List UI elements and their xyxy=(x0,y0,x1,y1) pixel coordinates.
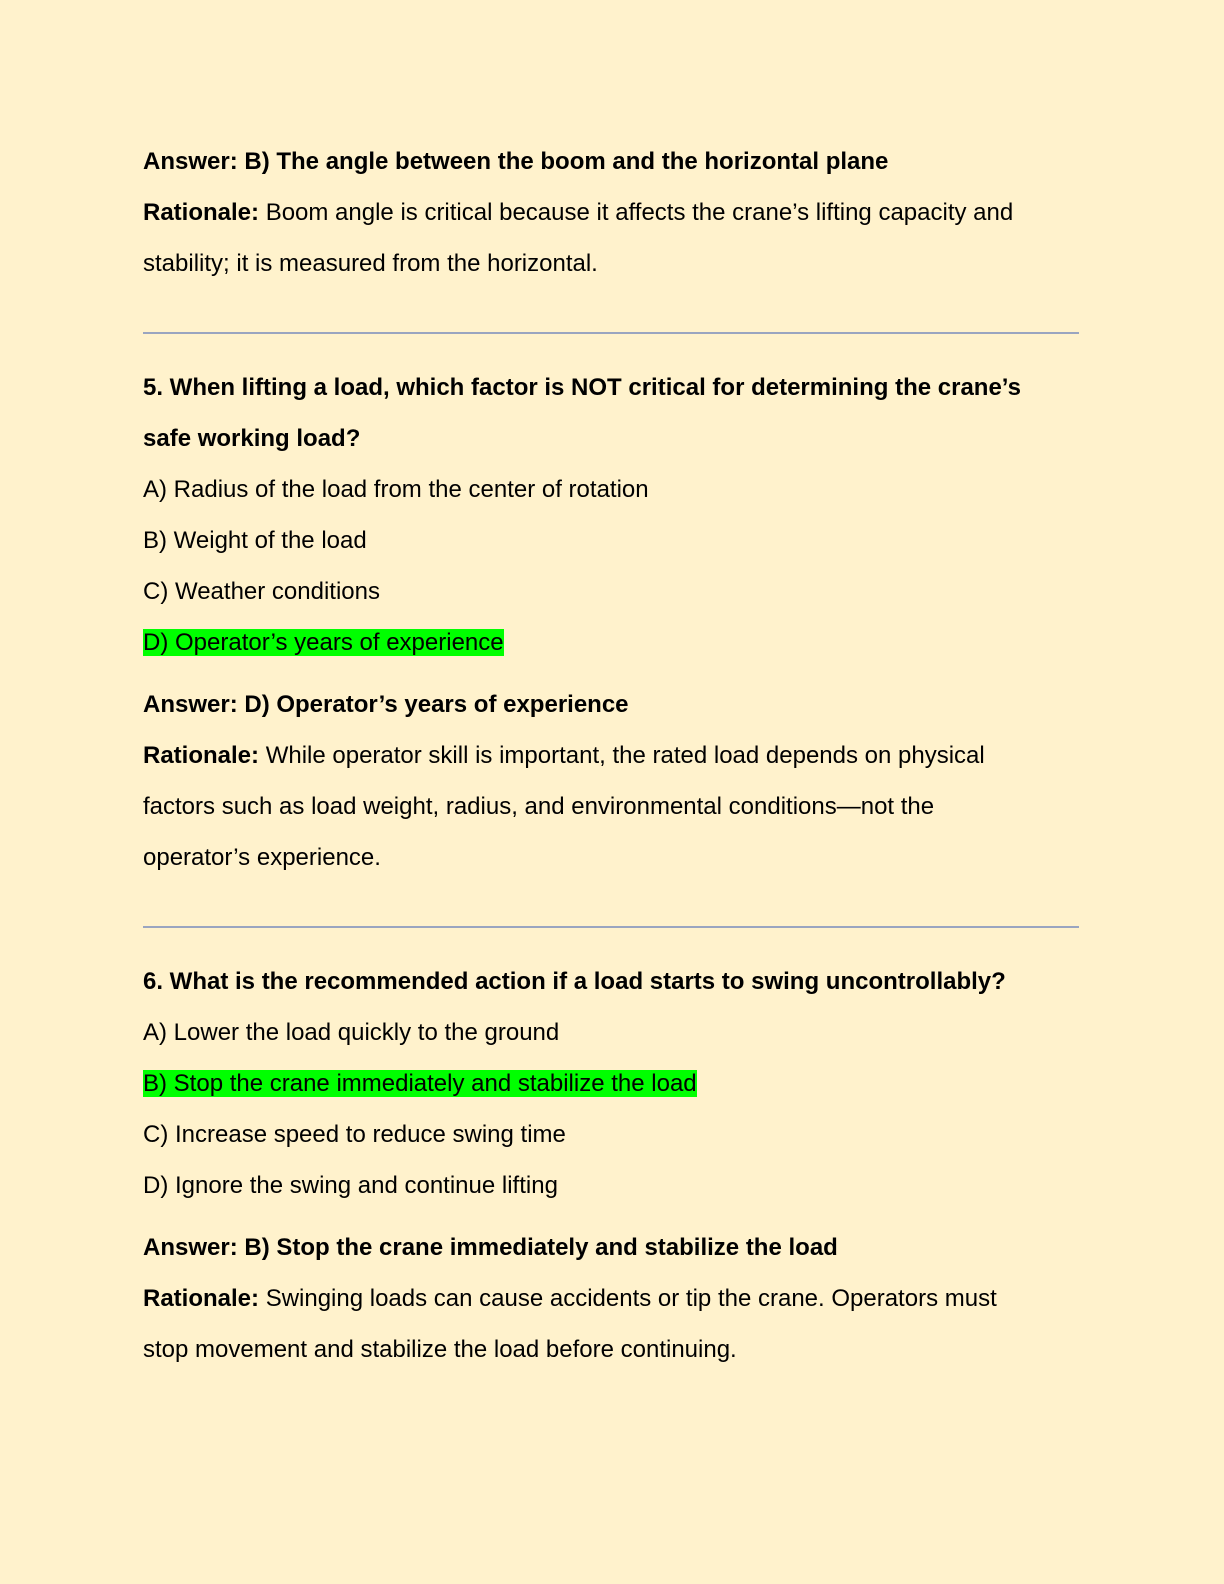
q5-question-line-1: 5. When lifting a load, which factor is NOT critical for determining the crane’s xyxy=(143,374,1021,401)
q5-option-c: C) Weather conditions xyxy=(143,578,380,605)
q5-correct-option-highlight: D) Operator’s years of experience xyxy=(143,629,504,656)
q6-option-b xyxy=(143,1058,1081,1109)
q5-question-line-2: safe working load? xyxy=(143,425,361,452)
q4-answer: Answer: B) The angle between the boom and the horizontal plane xyxy=(143,148,889,175)
q6-answer: Answer: B) Stop the crane immediately and stabilize the load xyxy=(143,1234,838,1261)
q6-correct-option-highlight: B) Stop the crane immediately and stabilize the load xyxy=(143,1070,697,1097)
q5-answer: Answer: D) Operator’s years of experience xyxy=(143,691,629,718)
q5-section xyxy=(143,362,1081,883)
q6-option-d: D) Ignore the swing and continue lifting xyxy=(143,1172,558,1199)
q5-rationale-line-1: Rationale: While operator skill is important, the rated load depends on physical xyxy=(143,742,985,769)
q4-section xyxy=(143,136,1081,289)
q6-option-a: A) Lower the load quickly to the ground xyxy=(143,1019,560,1046)
q6-option-c: C) Increase speed to reduce swing time xyxy=(143,1121,566,1148)
q5-rationale-line-3: operator’s experience. xyxy=(143,844,381,871)
q6-question-line-1: 6. What is the recommended action if a load starts to swing uncontrollably? xyxy=(143,968,1006,995)
q5-option-a: A) Radius of the load from the center of rotation xyxy=(143,476,649,503)
q6-rationale-line-1: Rationale: Swinging loads can cause accidents or tip the crane. Operators must xyxy=(143,1285,997,1312)
section-divider xyxy=(143,332,1079,334)
q4-rationale-line-1: Rationale: Boom angle is critical because it affects the crane’s lifting capacity and xyxy=(143,199,1014,226)
q4-rationale-line-2: stability; it is measured from the horizontal. xyxy=(143,250,598,277)
q6-rationale-line-2: stop movement and stabilize the load before continuing. xyxy=(143,1336,737,1363)
q5-option-b: B) Weight of the load xyxy=(143,527,367,554)
q5-option-d xyxy=(143,617,1081,668)
section-divider xyxy=(143,926,1079,928)
q6-section xyxy=(143,956,1081,1375)
q5-rationale-line-2: factors such as load weight, radius, and environmental conditions—not the xyxy=(143,793,935,820)
